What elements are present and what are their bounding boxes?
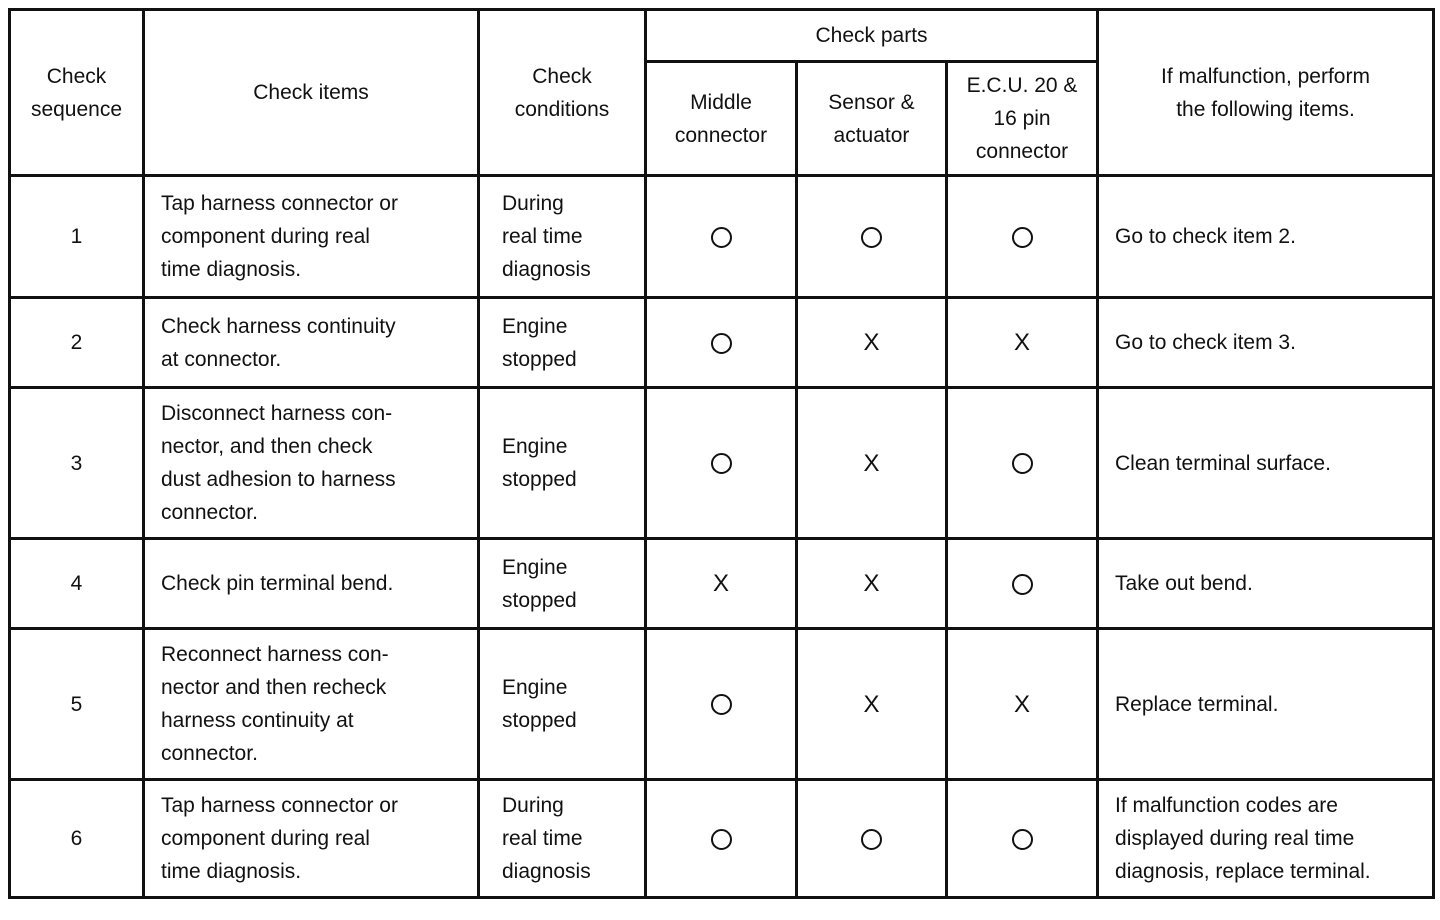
check-item-cell: Reconnect harness con- nector and then recheck harness continuity at connector. bbox=[144, 629, 479, 780]
sequence-cell: 1 bbox=[10, 176, 144, 298]
check-condition-cell: Engine stopped bbox=[479, 629, 646, 780]
circle-mark-icon bbox=[1012, 574, 1033, 595]
table-body bbox=[10, 176, 1434, 898]
ecu-connector-cell bbox=[947, 780, 1098, 898]
check-condition-cell: During real time diagnosis bbox=[479, 780, 646, 898]
action-cell: If malfunction codes are displayed during real time diagnosis, replace terminal. bbox=[1098, 780, 1434, 898]
header-middle-connector: Middle connector bbox=[646, 62, 797, 176]
action-cell: Replace terminal. bbox=[1098, 629, 1434, 780]
circle-mark-icon bbox=[861, 227, 882, 248]
table-row bbox=[10, 629, 1434, 780]
check-table bbox=[8, 8, 1435, 899]
check-item-cell: Check pin terminal bend. bbox=[144, 539, 479, 629]
circle-mark-icon bbox=[711, 829, 732, 850]
action-cell: Clean terminal surface. bbox=[1098, 388, 1434, 539]
check-item-cell: Disconnect harness con- nector, and then check dust adhesion to harness connector. bbox=[144, 388, 479, 539]
ecu-connector-cell bbox=[947, 388, 1098, 539]
header-ecu-connector: E.C.U. 20 & 16 pin connector bbox=[947, 62, 1098, 176]
table-row bbox=[10, 780, 1434, 898]
sensor-actuator-cell bbox=[797, 298, 947, 388]
check-condition-cell: During real time diagnosis bbox=[479, 176, 646, 298]
sensor-actuator-cell bbox=[797, 539, 947, 629]
sequence-cell: 5 bbox=[10, 629, 144, 780]
check-item-cell: Tap harness connector or component during real time diagnosis. bbox=[144, 176, 479, 298]
circle-mark-icon bbox=[1012, 829, 1033, 850]
header-check-parts: Check parts bbox=[646, 10, 1098, 62]
circle-mark-icon bbox=[1012, 453, 1033, 474]
x-mark-icon: X bbox=[712, 570, 729, 598]
check-condition-cell: Engine stopped bbox=[479, 388, 646, 539]
check-item-cell: Tap harness connector or component during real time diagnosis. bbox=[144, 780, 479, 898]
sequence-cell: 2 bbox=[10, 298, 144, 388]
table-row bbox=[10, 176, 1434, 298]
ecu-connector-cell bbox=[947, 176, 1098, 298]
middle-connector-cell bbox=[646, 388, 797, 539]
x-mark-icon: X bbox=[863, 329, 880, 357]
middle-connector-cell bbox=[646, 176, 797, 298]
x-mark-icon: X bbox=[863, 690, 880, 718]
sensor-actuator-cell bbox=[797, 780, 947, 898]
ecu-connector-cell bbox=[947, 629, 1098, 780]
table-row bbox=[10, 298, 1434, 388]
ecu-connector-cell bbox=[947, 298, 1098, 388]
circle-mark-icon bbox=[711, 333, 732, 354]
circle-mark-icon bbox=[711, 453, 732, 474]
header-sensor-actuator: Sensor & actuator bbox=[797, 62, 947, 176]
table-row bbox=[10, 539, 1434, 629]
circle-mark-icon bbox=[1012, 227, 1033, 248]
x-mark-icon: X bbox=[1014, 690, 1031, 718]
sequence-cell: 6 bbox=[10, 780, 144, 898]
circle-mark-icon bbox=[711, 227, 732, 248]
sensor-actuator-cell bbox=[797, 388, 947, 539]
action-cell: Take out bend. bbox=[1098, 539, 1434, 629]
middle-connector-cell bbox=[646, 298, 797, 388]
check-item-cell: Check harness continuity at connector. bbox=[144, 298, 479, 388]
table-row bbox=[10, 388, 1434, 539]
header-conditions: Check conditions bbox=[479, 10, 646, 176]
check-condition-cell: Engine stopped bbox=[479, 539, 646, 629]
check-condition-cell: Engine stopped bbox=[479, 298, 646, 388]
x-mark-icon: X bbox=[1014, 329, 1031, 357]
middle-connector-cell bbox=[646, 780, 797, 898]
sensor-actuator-cell bbox=[797, 176, 947, 298]
circle-mark-icon bbox=[711, 694, 732, 715]
header-action: If malfunction, perform the following items. bbox=[1098, 10, 1434, 176]
sequence-cell: 4 bbox=[10, 539, 144, 629]
header-sequence: Check sequence bbox=[10, 10, 144, 176]
sequence-cell: 3 bbox=[10, 388, 144, 539]
ecu-connector-cell bbox=[947, 539, 1098, 629]
middle-connector-cell bbox=[646, 629, 797, 780]
action-cell: Go to check item 3. bbox=[1098, 298, 1434, 388]
header-row-top bbox=[10, 10, 1434, 62]
circle-mark-icon bbox=[861, 829, 882, 850]
sensor-actuator-cell bbox=[797, 629, 947, 780]
x-mark-icon: X bbox=[863, 570, 880, 598]
middle-connector-cell bbox=[646, 539, 797, 629]
x-mark-icon: X bbox=[863, 449, 880, 477]
action-cell: Go to check item 2. bbox=[1098, 176, 1434, 298]
header-items: Check items bbox=[144, 10, 479, 176]
